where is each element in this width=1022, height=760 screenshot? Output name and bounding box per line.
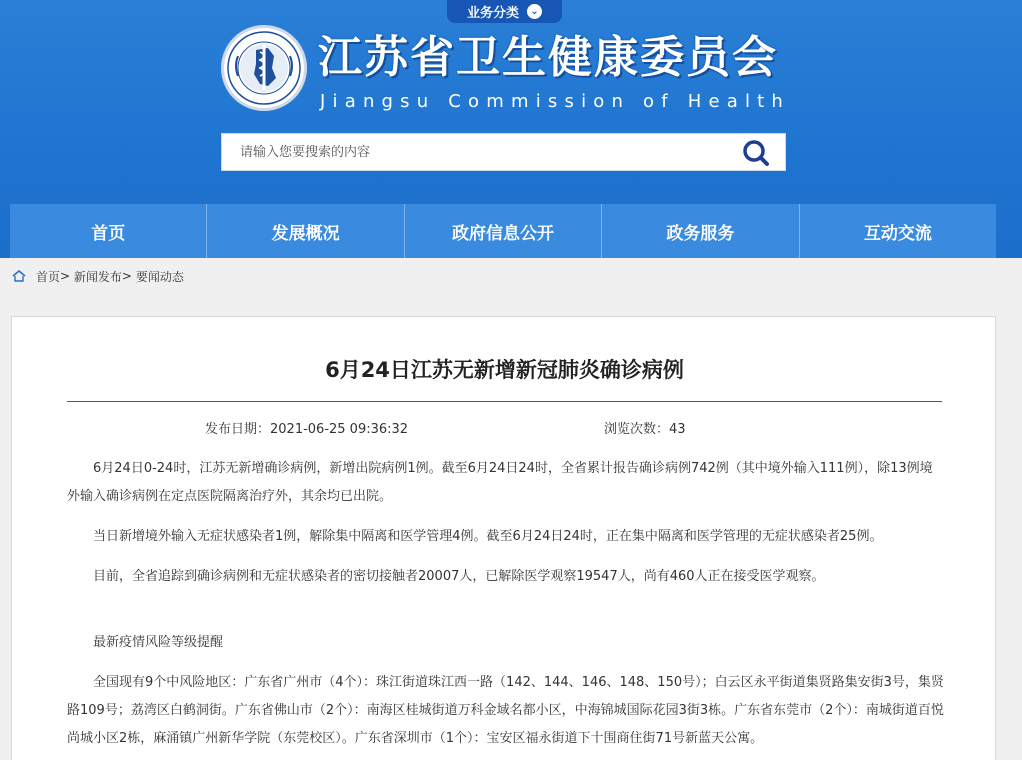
nav-development[interactable]: 发展概况 <box>207 204 404 258</box>
search-button[interactable] <box>737 138 777 168</box>
main-nav <box>10 204 996 258</box>
article-paragraph: 6月24日0-24时，江苏无新增确诊病例，新增出院病例1例。截至6月24日24时，全省累计报告确诊病例742例（其中境外输入111例），除13例境外输入确诊病例在定点医院隔离治疗外，其余均已出院。 <box>67 461 933 504</box>
chevron-down-icon: ⌄ <box>527 4 542 19</box>
section-heading: 最新疫情风险等级提醒 <box>93 635 224 650</box>
site-subtitle: Jiangsu Commission of Health <box>320 91 791 112</box>
breadcrumb-home[interactable]: 首页 <box>36 269 61 284</box>
article-paragraph: 全国现有9个中风险地区：广东省广州市（4个）：珠江街道珠江西一路（142、144、146、148、150号）；白云区永平街道集贤路集安街3号，集贤路109号；荔湾区白鹤洞街。广东省佛山市（2个）：南海区桂城街道万科金域名都小区，中海锦城国际花园3街3栋。广东省东莞市（2个）：南城街道百悦尚城小区2栋，麻涌镇广州新华学院（东莞校区）。广东省深圳市（1个）：宝安区福永街道下十围商住街71号新蓝天公寓。 <box>67 675 944 746</box>
site-title: 江苏省卫生健康委员会 <box>318 32 778 83</box>
breadcrumb-current[interactable]: 要闻动态 <box>135 269 184 284</box>
breadcrumb <box>0 258 1022 294</box>
breadcrumb-news[interactable]: 新闻发布 <box>73 269 122 284</box>
nav-services[interactable]: 政务服务 <box>602 204 799 258</box>
search-box <box>221 133 786 171</box>
article-title: 6月24日江苏无新增新冠肺炎确诊病例 <box>325 358 684 382</box>
search-icon <box>737 138 777 168</box>
site-header <box>0 0 1022 258</box>
publish-date: 发布日期：2021-06-25 09:36:32 <box>205 422 409 437</box>
article-paragraph: 当日新增境外输入无症状感染者1例，解除集中隔离和医学管理4例。截至6月24日24时，正在集中隔离和医学管理的无症状感染者25例。 <box>93 529 883 544</box>
article-body <box>67 455 945 760</box>
emblem-icon <box>224 28 304 108</box>
title-divider <box>67 401 942 402</box>
breadcrumb-separator: > <box>60 269 71 283</box>
breadcrumb-separator: > <box>121 269 132 283</box>
article-paragraph: 目前，全省追踪到确诊病例和无症状感染者的密切接触者20007人，已解除医学观察19547人，尚有460人正在接受医学观察。 <box>93 569 825 584</box>
business-category-label: 业务分类 <box>466 6 519 21</box>
search-input[interactable] <box>222 134 732 170</box>
home-icon <box>12 270 26 282</box>
commission-logo <box>221 25 307 111</box>
article-panel <box>11 316 996 760</box>
view-count: 浏览次数：43 <box>604 422 686 437</box>
nav-interaction[interactable]: 互动交流 <box>863 223 932 244</box>
nav-gov-info[interactable]: 政府信息公开 <box>405 204 602 258</box>
nav-home[interactable]: 首页 <box>10 204 207 258</box>
business-category-tab[interactable] <box>447 0 562 23</box>
